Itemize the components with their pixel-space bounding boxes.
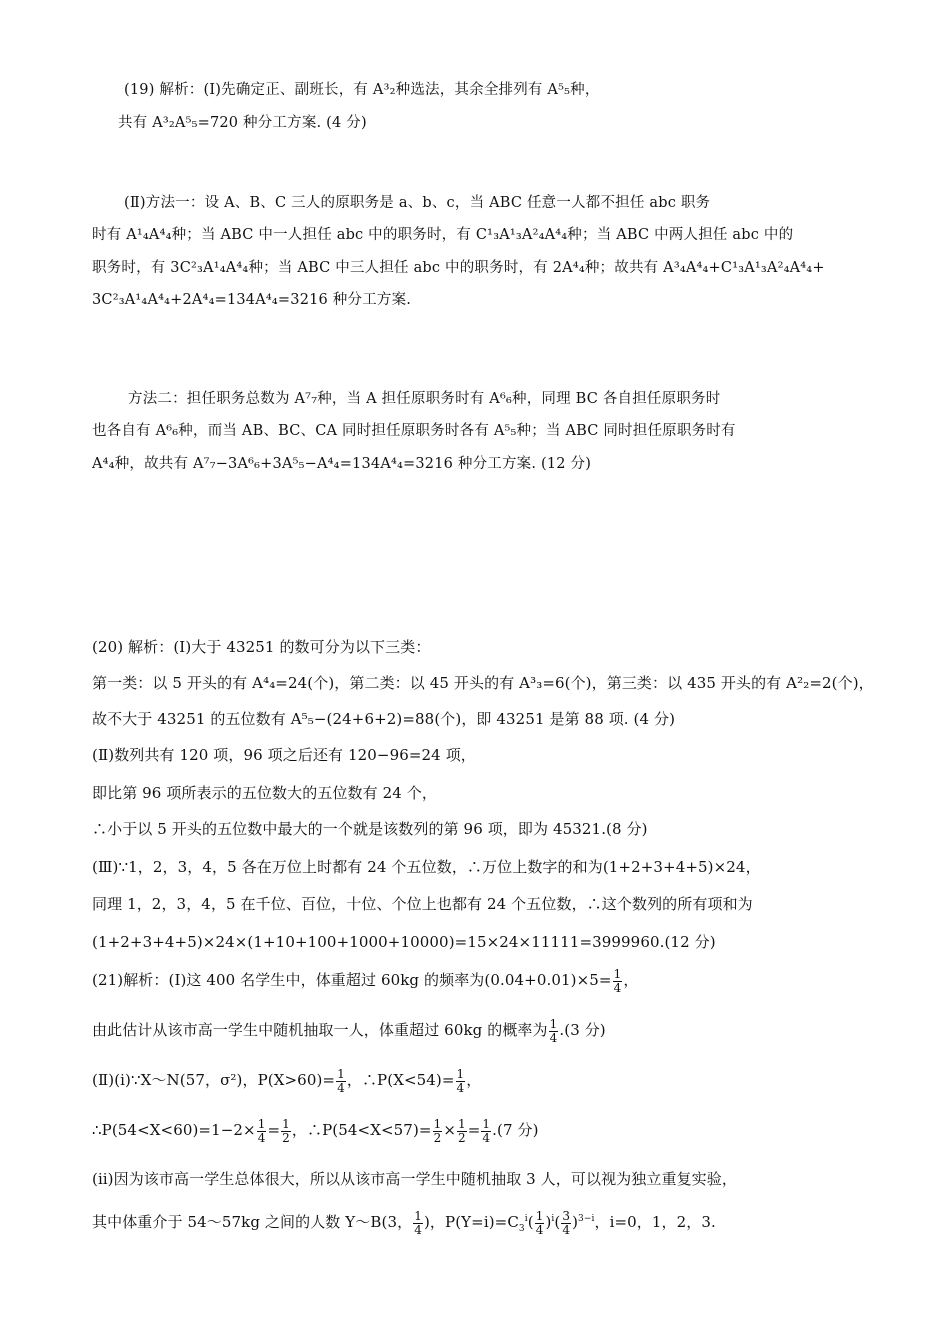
- fraction-one-half: $\frac{1}{2}$: [282, 1117, 290, 1145]
- q20-line-3: 故不大于 43251 的五位数有 A⁵₅−(24+6+2)=88(个)，即 43251 是第 88 项. (4 分): [92, 710, 676, 728]
- q19-method2-line-2: 也各自有 A⁶₆种，而当 AB、BC、CA 同时担任原职务时各有 A⁵₅种；当 ABC 同时担任原职务时有: [92, 423, 736, 439]
- q20-line-9: (1+2+3+4+5)×24×(1+10+100+1000+10000)=15×24×11111=3999960.(12 分): [92, 933, 716, 951]
- q20-line-8: 同理 1，2，3，4，5 在千位、百位，十位、个位上也都有 24 个五位数，∴这个数列的所有项和为: [92, 895, 753, 913]
- q19-method1-line-3: 职务时，有 3C²₃A¹₄A⁴₄种；当 ABC 中三人担任 abc 中的职务时，有 2A⁴₄种；故共有 A³₄A⁴₄+C¹₃A¹₃A²₄A⁴₄+: [92, 260, 825, 276]
- fraction-one-quarter: $\frac{1}{4}$: [456, 1067, 465, 1095]
- fraction-one-quarter: $\frac{1}{4}$: [337, 1067, 345, 1095]
- fraction-one-quarter: $\frac{1}{4}$: [414, 1209, 422, 1237]
- q21-line-5: (ⅱ)因为该市高一学生总体很大，所以从该市高一学生中随机抽取 3 人，可以视为独立重复实验，: [92, 1170, 737, 1188]
- q19-line-1: (19) 解析：(Ⅰ)先确定正、副班长，有 A³₂种选法，其余全排列有 A⁵₅种，: [124, 82, 600, 98]
- q21-line-2: 由此估计从该市高一学生中随机抽取一人，体重超过 60kg 的概率为 $\frac{1}{4}$ .(3 分): [92, 1017, 606, 1045]
- q20-line-7: (Ⅲ)∵1，2，3，4，5 各在万位上时都有 24 个五位数，∴万位上数字的和为(1+2+3+4+5)×24，: [92, 858, 761, 876]
- q19-line-2: 共有 A³₂A⁵₅=720 种分工方案. (4 分): [118, 115, 367, 131]
- fraction-one-quarter: $\frac{1}{4}$: [613, 967, 622, 995]
- fraction-one-quarter: $\frac{1}{4}$: [257, 1117, 266, 1145]
- q19-method1-line-1: (Ⅱ)方法一：设 A、B、C 三人的原职务是 a、b、c，当 ABC 任意一人都不担任 abc 职务: [124, 195, 711, 211]
- q20-line-5: 即比第 96 项所表示的五位数大的五位数有 24 个，: [92, 784, 437, 802]
- q21-line-1: (21)解析：(Ⅰ)这 400 名学生中，体重超过 60kg 的频率为(0.04+0.01)×5= $\frac{1}{4}$ ，: [92, 967, 639, 995]
- q21-line-3: (Ⅱ)(ⅰ)∵X～N(57，σ²)，P(X>60)= $\frac{1}{4}$ ，∴P(X<54)= $\frac{1}{4}$ ，: [92, 1067, 482, 1095]
- fraction-one-quarter: $\frac{1}{4}$: [535, 1209, 544, 1237]
- fraction-one-half: $\frac{1}{2}$: [457, 1117, 466, 1145]
- q20-line-1: (20) 解析：(Ⅰ)大于 43251 的数可分为以下三类：: [92, 638, 431, 656]
- fraction-one-quarter: $\frac{1}{4}$: [549, 1017, 558, 1045]
- q20-line-2: 第一类：以 5 开头的有 A⁴₄=24(个)，第二类：以 45 开头的有 A³₃=6(个)，第三类：以 435 开头的有 A²₂=2(个)，: [92, 674, 874, 692]
- q20-line-6: ∴小于以 5 开头的五位数中最大的一个就是该数列的第 96 项，即为 45321.(8 分): [92, 820, 648, 838]
- fraction-one-quarter: $\frac{1}{4}$: [482, 1117, 491, 1145]
- q19-method1-line-4: 3C²₃A¹₄A⁴₄+2A⁴₄=134A⁴₄=3216 种分工方案.: [92, 292, 412, 308]
- q21-line-4: ∴P(54<X<60)=1−2× $\frac{1}{4}$ = $\frac{1}{2}$ ，∴P(54<X<57)= $\frac{1}{2}$ × $\frac{1}{2}$ = $\frac{1}{4}$ .(7 分): [92, 1117, 539, 1145]
- fraction-three-quarters: $\frac{3}{4}$: [562, 1209, 571, 1237]
- q19-method2-line-1: 方法二：担任职务总数为 A⁷₇种，当 A 担任原职务时有 A⁶₆种，同理 BC 各自担任原职务时: [128, 391, 721, 407]
- q21-line-6: 其中体重介于 54～57kg 之间的人数 Y～B(3， $\frac{1}{4}$ )，$P(Y=i)=C_3^i$( $\frac{1}{4}$ )$^i$( $\frac{3}{4}$ )$^{3-i}$，i=0，1，2，3.: [92, 1209, 716, 1237]
- q20-line-4: (Ⅱ)数列共有 120 项，96 项之后还有 120−96=24 项，: [92, 746, 476, 764]
- q19-method2-line-3: A⁴₄种，故共有 A⁷₇−3A⁶₆+3A⁵₅−A⁴₄=134A⁴₄=3216 种分工方案. (12 分): [92, 456, 592, 472]
- fraction-one-half: $\frac{1}{2}$: [433, 1117, 442, 1145]
- q19-method1-line-2: 时有 A¹₄A⁴₄种；当 ABC 中一人担任 abc 中的职务时，有 C¹₃A¹₃A²₄A⁴₄种；当 ABC 中两人担任 abc 中的: [92, 227, 794, 243]
